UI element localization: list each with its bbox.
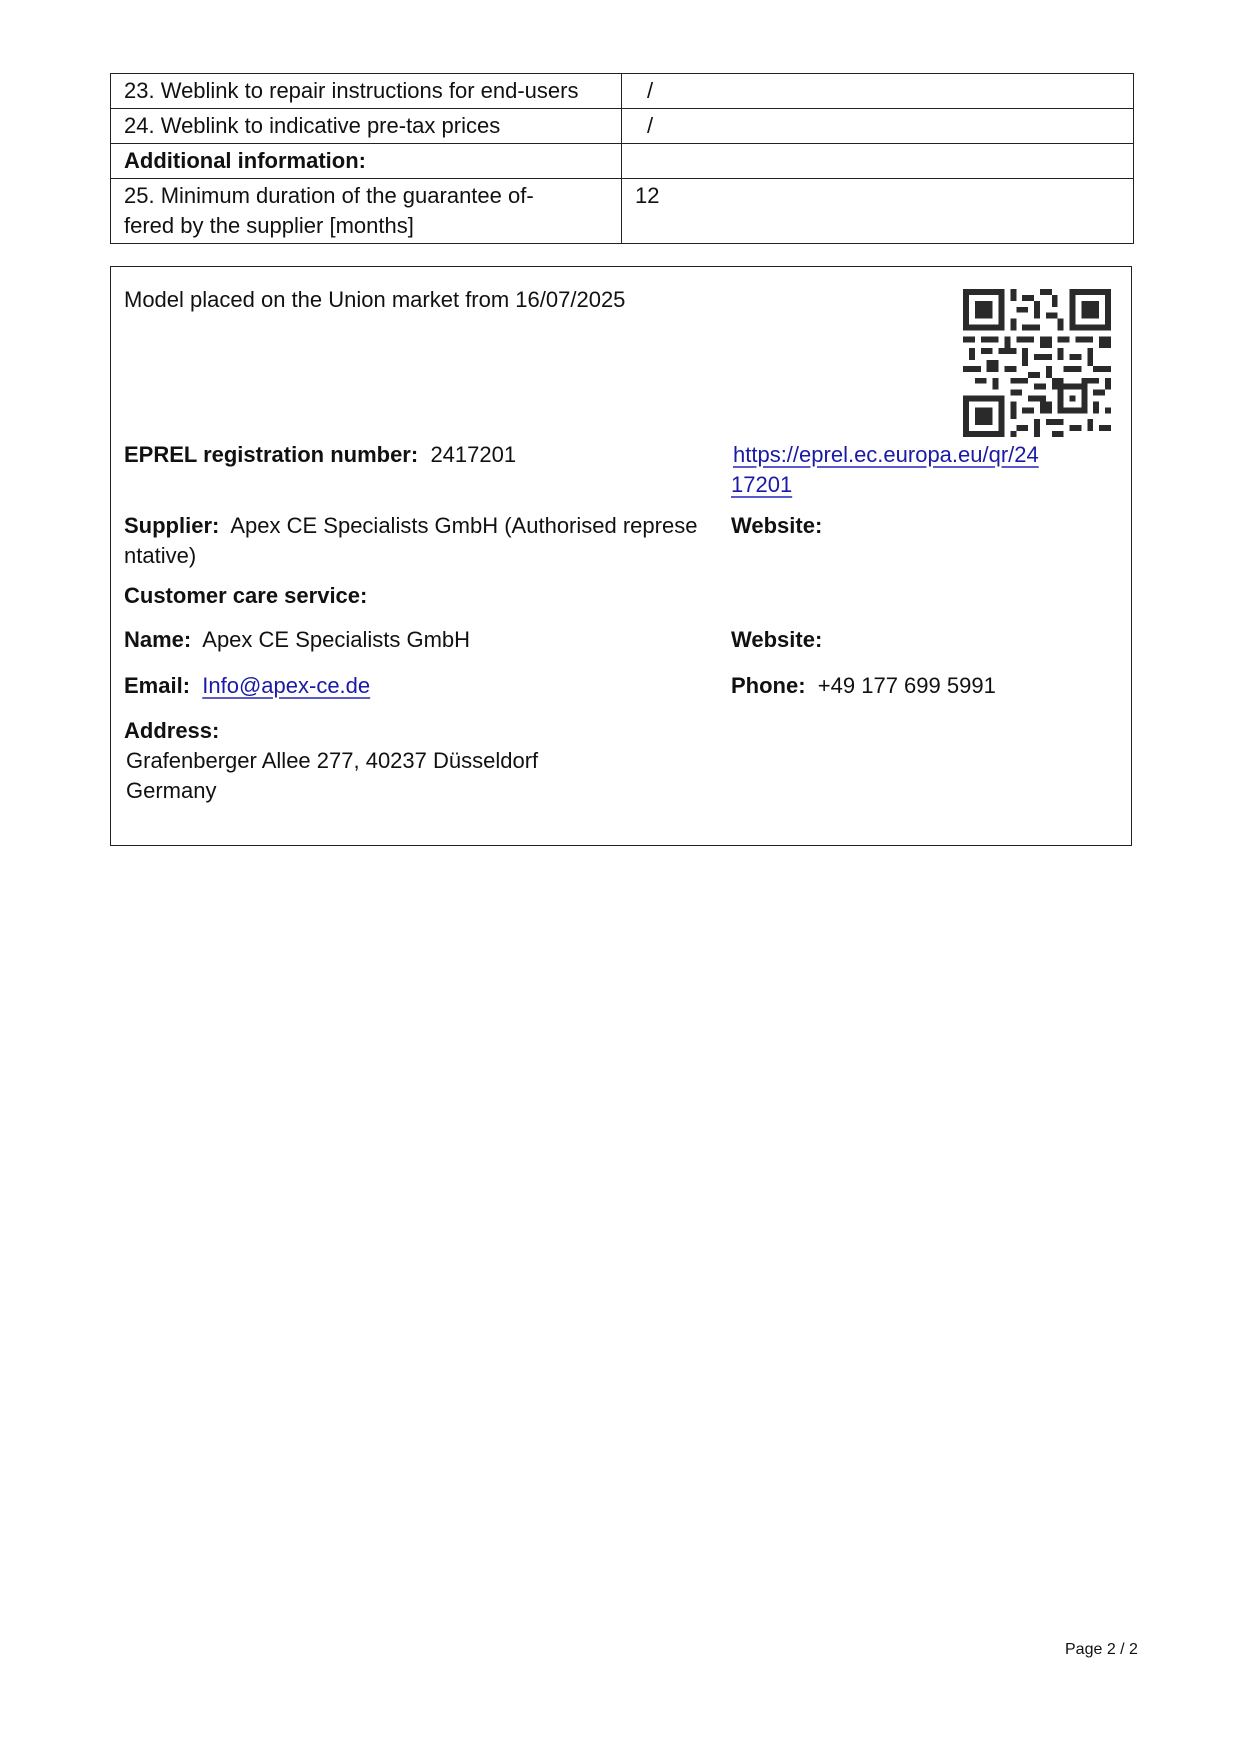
row-value: 12 [622,179,1134,244]
row-value [622,144,1134,179]
row-label [111,179,622,244]
eprel-link[interactable] [731,440,1039,500]
market-placement-text: Model placed on the Union market from 16/07/2025 [124,287,626,312]
email-link[interactable]: Info@apex-ce.de [202,673,371,698]
care-website-label: Website: [731,627,823,652]
supplier-value: Apex CE Specialists GmbH (Authorised represe [230,513,698,538]
name-row [124,625,470,655]
address-label: Address: [124,718,220,743]
table-row [111,109,1134,144]
address-line: Germany [126,778,217,803]
customer-care-heading: Customer care service: [124,583,368,608]
eprel-link-line[interactable]: https://eprel.ec.europa.eu/qr/24 [733,442,1039,467]
table-row [111,74,1134,109]
spec-table [110,73,1134,244]
row-label: 23. Weblink to repair instructions for end-users [111,74,622,109]
phone-value: +49 177 699 5991 [817,673,996,698]
email-row [124,671,370,701]
row-label-line: 25. Minimum duration of the guarantee of- [124,183,534,208]
eprel-number: 2417201 [430,442,517,467]
table-row [111,144,1134,179]
table-row [111,179,1134,244]
supplier-block [124,511,697,571]
supplier-value-cont: ntative) [124,543,197,568]
qr-code-icon[interactable] [963,289,1111,437]
address-block [124,716,538,806]
supplier-website-label: Website: [731,513,823,538]
name-label: Name: [124,627,192,652]
phone-row [731,671,996,701]
phone-label: Phone: [731,673,806,698]
supplier-label: Supplier: [124,513,220,538]
email-label: Email: [124,673,191,698]
product-info-box [110,266,1132,846]
page-number: Page 2 / 2 [1065,1641,1138,1658]
row-label: 24. Weblink to indicative pre-tax prices [111,109,622,144]
eprel-label: EPREL registration number: [124,442,419,467]
row-value: / [622,74,1134,109]
name-value: Apex CE Specialists GmbH [202,627,471,652]
row-value: / [622,109,1134,144]
address-line: Grafenberger Allee 277, 40237 Düsseldorf [126,748,539,773]
eprel-link-line[interactable]: 17201 [731,472,793,497]
eprel-registration [124,440,516,470]
row-label-line: fered by the supplier [months] [124,213,414,238]
row-label: Additional information: [111,144,622,179]
